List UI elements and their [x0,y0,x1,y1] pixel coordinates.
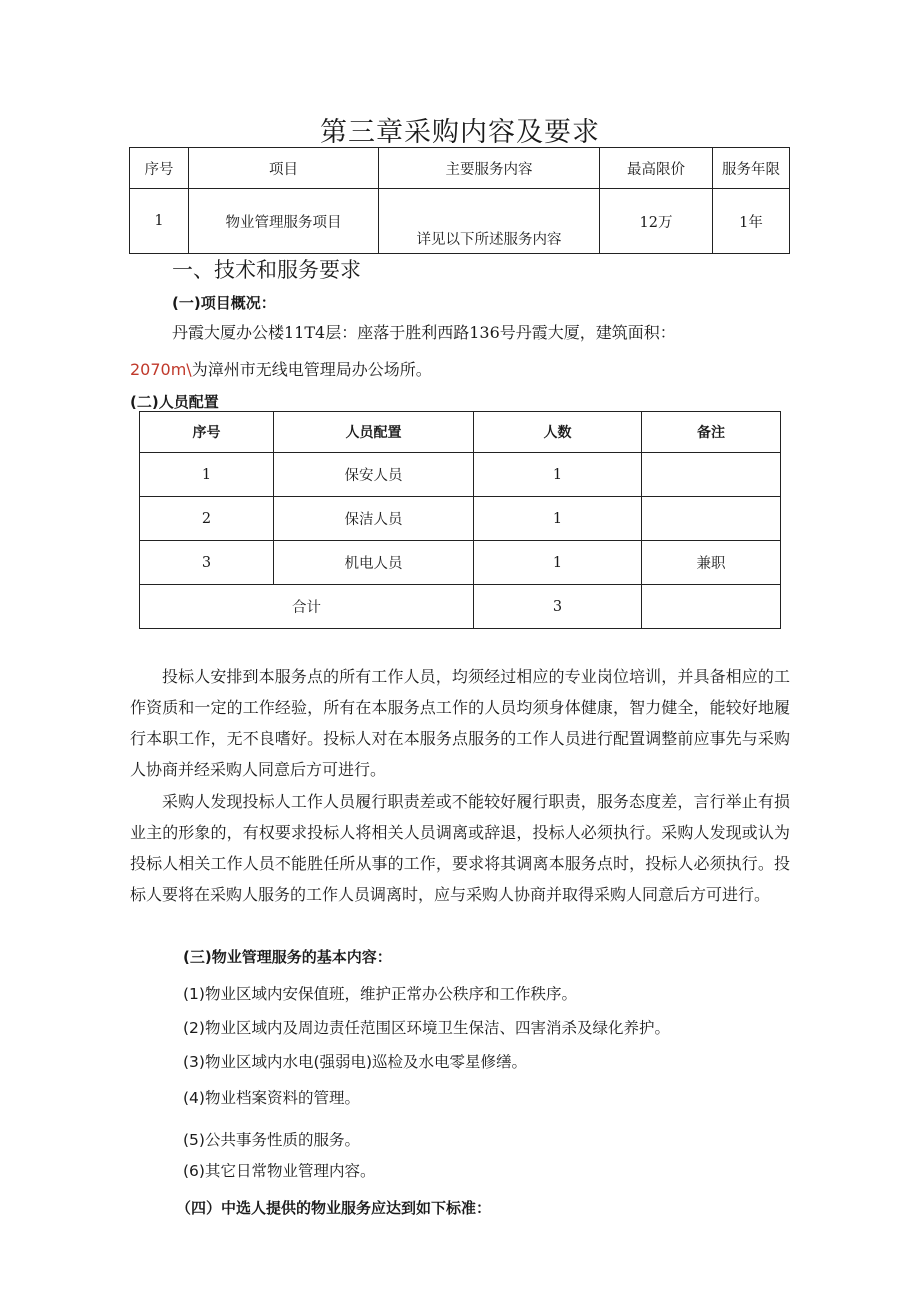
table-cell: 1 [140,453,274,497]
table-header-row [130,148,790,189]
list-item: (5)公共事务性质的服务。 [183,1131,360,1149]
page-title: 第三章采购内容及要求 [320,117,600,148]
table-row [140,541,781,585]
table-row [140,497,781,541]
table-cell: 1 [474,541,642,585]
header-cell: 服务年限 [713,148,790,189]
subsection-heading: (二)人员配置 [130,393,219,411]
list-item: (3)物业区域内水电(强弱电)巡检及水电零星修缮。 [183,1053,528,1071]
list-item: (4)物业档案资料的管理。 [183,1089,360,1107]
table-cell [642,497,781,541]
table-row [130,189,790,254]
table-header-row [140,412,781,453]
header-cell: 序号 [130,148,189,189]
section-heading: 一、技术和服务要求 [172,258,361,282]
procurement-table [129,147,790,254]
table-cell: 1 [130,189,189,254]
table-cell: 兼职 [642,541,781,585]
table-cell: 保洁人员 [274,497,474,541]
list-item: (1)物业区域内安保值班，维护正常办公秩序和工作秩序。 [183,985,577,1003]
paragraph-staff-requirements: 投标人安排到本服务点的所有工作人员，均须经过相应的专业岗位培训，并具备相应的工作资质和一定的工作经验，所有在本服务点工作的人员均须身体健康，智力健全，能较好地履行本职工作，无不良嗜好。投标人对在本服务点服务的工作人员进行配置调整前应事先与采购人协商并经采购人同意后方可进行。 [130,667,790,779]
header-cell: 最高限价 [600,148,713,189]
table-cell: 2 [140,497,274,541]
table-cell: 1年 [713,189,790,254]
table-cell [642,585,781,629]
table-cell: 3 [140,541,274,585]
subsection-heading: (一)项目概况： [172,294,276,312]
table-cell: 1 [474,497,642,541]
paragraph-staff-replacement: 采购人发现投标人工作人员履行职责差或不能较好履行职责，服务态度差，言行举止有损业主的形象的，有权要求投标人将相关人员调离或辞退，投标人必须执行。采购人发现或认为投标人相关工作人员不能胜任所从事的工作，要求将其调离本服务点时，投标人必须执行。投标人要将在采购人服务的工作人员调离时，应与采购人协商并取得采购人同意后方可进行。 [130,792,790,904]
area-value: 2070m\ [130,360,192,379]
total-row [140,585,781,629]
header-cell: 备注 [642,412,781,453]
table-cell: 12万 [600,189,713,254]
overview-text: 为漳州市无线电管理局办公场所。 [191,360,432,379]
staffing-table [139,411,781,629]
header-cell: 序号 [140,412,274,453]
header-cell: 主要服务内容 [379,148,600,189]
header-cell: 项目 [189,148,379,189]
header-cell: 人数 [474,412,642,453]
overview-line: 丹霞大厦办公楼11T4层：座落于胜利西路136号丹霞大厦，建筑面积： [172,323,676,342]
list-item: (6)其它日常物业管理内容。 [183,1162,376,1180]
table-cell: 保安人员 [274,453,474,497]
table-row [140,453,781,497]
table-cell [642,453,781,497]
subsection-heading: (三)物业管理服务的基本内容： [183,948,392,966]
subsection-heading: （四）中选人提供的物业服务应达到如下标准： [176,1199,492,1217]
total-value: 3 [474,585,642,629]
total-label: 合计 [140,585,474,629]
header-cell: 人员配置 [274,412,474,453]
table-cell: 物业管理服务项目 [189,189,379,254]
table-cell: 1 [474,453,642,497]
table-cell: 机电人员 [274,541,474,585]
overview-line-2 [130,355,432,385]
table-cell: 详见以下所述服务内容 [379,189,600,254]
list-item: (2)物业区域内及周边责任范围区环境卫生保洁、四害消杀及绿化养护。 [183,1019,670,1037]
